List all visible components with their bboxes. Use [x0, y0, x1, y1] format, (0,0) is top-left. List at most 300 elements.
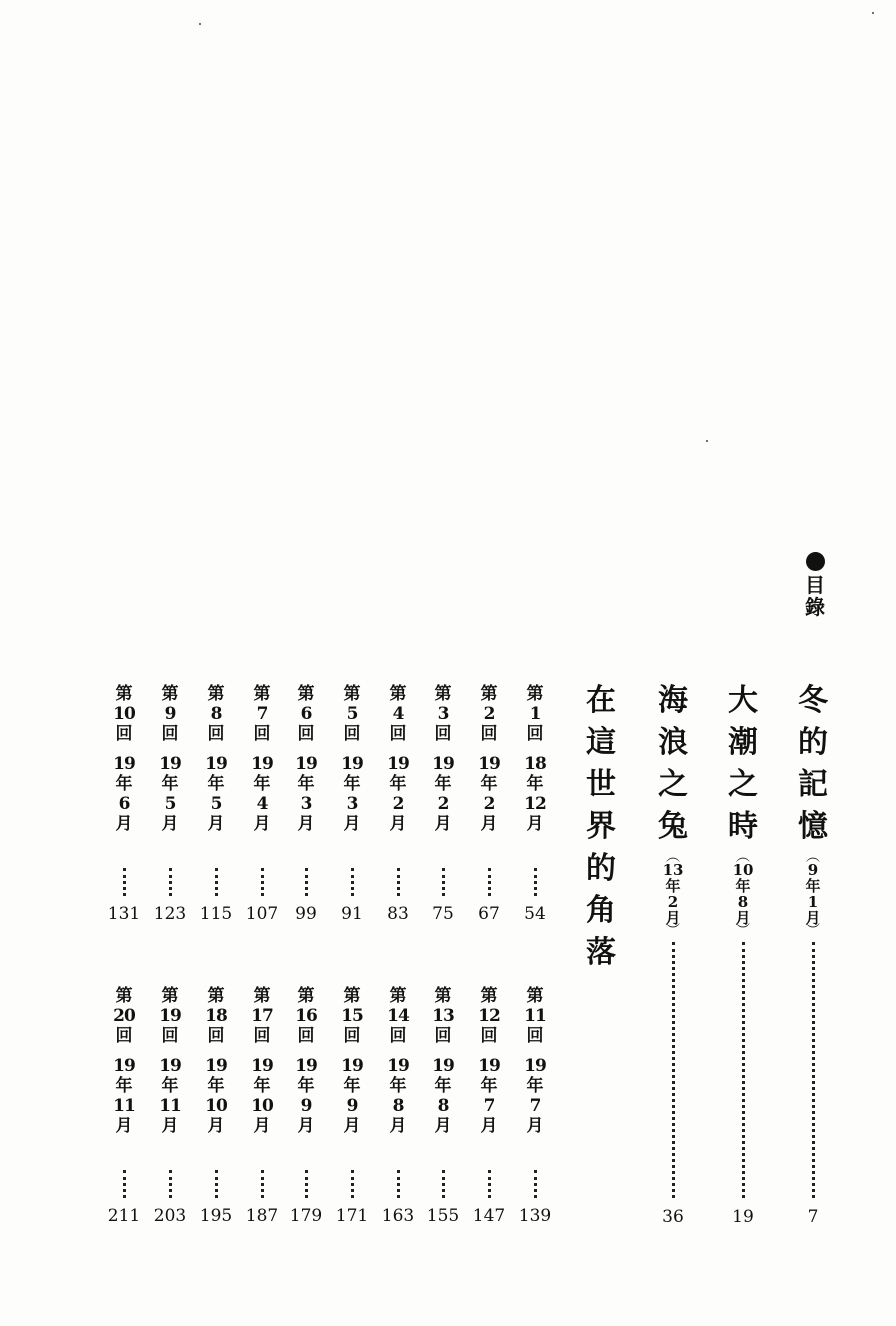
episode-label [282, 684, 330, 744]
episode-number: 8 [210, 704, 222, 724]
date-year: 19 [478, 754, 500, 774]
dot-leader [123, 1170, 126, 1198]
page-number: 115 [199, 904, 233, 924]
date-month: 8 [737, 893, 749, 911]
episode-entry [192, 684, 240, 929]
episode-prefix: 第 [297, 986, 315, 1006]
date-month-char: 月 [161, 814, 179, 834]
episode-date [511, 1056, 559, 1136]
date-month: 9 [300, 1096, 312, 1116]
episode-suffix: 回 [434, 724, 452, 744]
date-year-char: 年 [434, 1076, 452, 1096]
episode-number: 2 [483, 704, 495, 724]
episode-date [282, 1056, 330, 1136]
episode-number: 4 [392, 704, 404, 724]
episode-label [465, 986, 513, 1046]
spacer [328, 744, 376, 754]
episode-date [146, 1056, 194, 1136]
episode-entry [282, 684, 330, 929]
page-number: 67 [478, 904, 500, 924]
date-month-char: 月 [735, 909, 751, 927]
dot-leader [261, 868, 264, 896]
episode-label [374, 684, 422, 744]
bullet-icon [806, 552, 825, 571]
story-title-char: 大 [728, 683, 758, 718]
spacer [146, 1046, 194, 1056]
dot-leader [442, 1170, 445, 1198]
date-year-char: 年 [115, 1076, 133, 1096]
episode-number: 9 [164, 704, 176, 724]
episode-number: 20 [113, 1006, 135, 1026]
date-month: 7 [483, 1096, 495, 1116]
spacer [238, 1046, 286, 1056]
story-title-char: 這 [586, 725, 616, 760]
page-number: 203 [153, 1206, 187, 1226]
story-title-char: 海 [658, 683, 688, 718]
episode-prefix: 第 [207, 684, 225, 704]
page-number: 19 [732, 1207, 754, 1227]
episode-prefix: 第 [480, 684, 498, 704]
dot-leader [742, 942, 745, 1198]
episode-entry [238, 986, 286, 1231]
episode-prefix: 第 [389, 684, 407, 704]
episode-number: 11 [524, 1006, 546, 1026]
story-title [579, 680, 623, 974]
episode-date [282, 754, 330, 834]
story-title-char: 時 [728, 809, 758, 844]
date-year-char: 年 [389, 774, 407, 794]
episode-entry [511, 684, 559, 929]
print-speck [706, 440, 708, 442]
episode-suffix: 回 [526, 1026, 544, 1046]
story-title-char: 在 [586, 683, 616, 718]
paren-close-glyph: ︶ [666, 923, 680, 939]
episode-entry [419, 684, 467, 929]
date-year-char: 年 [207, 1076, 225, 1096]
episode-date [374, 754, 422, 834]
episode-entry [328, 684, 376, 929]
episode-prefix: 第 [115, 986, 133, 1006]
date-year-char: 年 [526, 774, 544, 794]
episode-prefix: 第 [297, 684, 315, 704]
episode-date [374, 1056, 422, 1136]
date-month: 10 [251, 1096, 273, 1116]
episode-label [419, 986, 467, 1046]
date-year-char: 年 [161, 1076, 179, 1096]
episode-label [146, 986, 194, 1046]
date-year: 19 [113, 754, 135, 774]
date-year-char: 年 [480, 1076, 498, 1096]
story-date [651, 849, 695, 939]
date-year: 19 [341, 1056, 363, 1076]
episode-label [100, 986, 148, 1046]
episode-suffix: 回 [297, 724, 315, 744]
story-title-char: 世 [586, 767, 616, 802]
spacer [100, 744, 148, 754]
episode-number: 10 [113, 704, 135, 724]
date-year-char: 年 [297, 774, 315, 794]
date-month-char: 月 [526, 814, 544, 834]
episode-entry [238, 684, 286, 929]
episode-prefix: 第 [161, 684, 179, 704]
date-year-char: 年 [389, 1076, 407, 1096]
date-year: 19 [159, 754, 181, 774]
print-speck [872, 12, 874, 14]
spacer [192, 1046, 240, 1056]
episode-date [419, 1056, 467, 1136]
dot-leader [534, 1170, 537, 1198]
page-number: 187 [245, 1206, 279, 1226]
page-number: 155 [426, 1206, 460, 1226]
story-title-char: 之 [728, 767, 758, 802]
spacer [282, 744, 330, 754]
date-year: 19 [251, 1056, 273, 1076]
date-year: 19 [387, 1056, 409, 1076]
spacer [192, 744, 240, 754]
story-title-char: 憶 [798, 809, 828, 844]
date-month: 2 [667, 893, 679, 911]
story-title-char: 冬 [798, 683, 828, 718]
story-title-char: 記 [798, 767, 828, 802]
date-year-char: 年 [526, 1076, 544, 1096]
story-date [791, 849, 835, 939]
date-year-char: 年 [115, 774, 133, 794]
episode-suffix: 回 [253, 724, 271, 744]
story-title-char: 潮 [728, 725, 758, 760]
date-month-char: 月 [389, 814, 407, 834]
toc-header [799, 552, 831, 618]
page-number: 99 [295, 904, 317, 924]
episode-number: 15 [341, 1006, 363, 1026]
date-month-char: 月 [526, 1116, 544, 1136]
episode-number: 17 [251, 1006, 273, 1026]
page-number: 179 [289, 1206, 323, 1226]
episode-label [328, 684, 376, 744]
episode-entry [146, 684, 194, 929]
page-number: 211 [107, 1206, 141, 1226]
episode-suffix: 回 [389, 724, 407, 744]
episode-label [238, 684, 286, 744]
date-year: 19 [341, 754, 363, 774]
date-year: 19 [387, 754, 409, 774]
episode-entry [192, 986, 240, 1231]
dot-leader [169, 1170, 172, 1198]
story-title [791, 680, 835, 848]
date-month-char: 月 [115, 814, 133, 834]
spacer [419, 744, 467, 754]
episode-entry [374, 684, 422, 929]
episode-entry [100, 684, 148, 929]
date-month: 6 [118, 794, 130, 814]
episode-number: 19 [159, 1006, 181, 1026]
paren-close-glyph: ︶ [736, 923, 750, 939]
date-month: 3 [346, 794, 358, 814]
date-month-char: 月 [207, 814, 225, 834]
episode-prefix: 第 [343, 684, 361, 704]
page-number: 7 [807, 1207, 819, 1227]
dot-leader [672, 942, 675, 1198]
date-month-char: 月 [805, 909, 821, 927]
episode-prefix: 第 [253, 986, 271, 1006]
date-year-char: 年 [343, 774, 361, 794]
episode-prefix: 第 [207, 986, 225, 1006]
episode-number: 7 [256, 704, 268, 724]
date-month: 2 [437, 794, 449, 814]
date-month-char: 月 [480, 814, 498, 834]
date-month: 5 [164, 794, 176, 814]
episode-prefix: 第 [526, 684, 544, 704]
episode-suffix: 回 [207, 724, 225, 744]
dot-leader [215, 868, 218, 896]
spacer [146, 744, 194, 754]
dot-leader [169, 868, 172, 896]
episode-label [282, 986, 330, 1046]
episode-prefix: 第 [480, 986, 498, 1006]
story-title-char: 界 [586, 809, 616, 844]
date-month: 4 [256, 794, 268, 814]
dot-leader [123, 868, 126, 896]
date-year-char: 年 [253, 1076, 271, 1096]
date-year: 9 [807, 861, 819, 879]
date-month-char: 月 [480, 1116, 498, 1136]
date-year: 19 [205, 754, 227, 774]
episode-date [465, 1056, 513, 1136]
story-title-char: 落 [586, 935, 616, 970]
date-month-char: 月 [297, 814, 315, 834]
episode-label [100, 684, 148, 744]
episode-entry [374, 986, 422, 1231]
page-number: 107 [245, 904, 279, 924]
story-entry [651, 680, 695, 1240]
episode-number: 13 [432, 1006, 454, 1026]
dot-leader [305, 868, 308, 896]
episode-number: 1 [529, 704, 541, 724]
date-year: 19 [205, 1056, 227, 1076]
dot-leader [488, 1170, 491, 1198]
date-month: 10 [205, 1096, 227, 1116]
date-month: 12 [524, 794, 546, 814]
story-title [651, 680, 695, 848]
episode-label [511, 684, 559, 744]
date-month-char: 月 [389, 1116, 407, 1136]
episode-label [192, 684, 240, 744]
episode-prefix: 第 [115, 684, 133, 704]
episode-number: 3 [437, 704, 449, 724]
date-month: 3 [300, 794, 312, 814]
date-year: 10 [732, 861, 754, 879]
dot-leader [215, 1170, 218, 1198]
page-number: 195 [199, 1206, 233, 1226]
episode-suffix: 回 [526, 724, 544, 744]
date-year-char: 年 [253, 774, 271, 794]
episode-suffix: 回 [207, 1026, 225, 1046]
date-month: 5 [210, 794, 222, 814]
dot-leader [812, 942, 815, 1198]
episode-entry [465, 684, 513, 929]
episode-suffix: 回 [389, 1026, 407, 1046]
date-year-char: 年 [207, 774, 225, 794]
dot-leader [534, 868, 537, 896]
paren-open-glyph: ︵ [736, 849, 750, 865]
episode-number: 14 [387, 1006, 409, 1026]
date-year-char: 年 [343, 1076, 361, 1096]
date-month: 11 [113, 1096, 135, 1116]
episode-label [511, 986, 559, 1046]
episode-suffix: 回 [480, 1026, 498, 1046]
paren-close-glyph: ︶ [806, 923, 820, 939]
page-number: 54 [524, 904, 546, 924]
dot-leader [488, 868, 491, 896]
spacer [511, 1046, 559, 1056]
episode-date [328, 1056, 376, 1136]
date-year: 19 [478, 1056, 500, 1076]
date-month-char: 月 [434, 1116, 452, 1136]
date-year-char: 年 [161, 774, 179, 794]
episode-suffix: 回 [343, 724, 361, 744]
page-number: 83 [387, 904, 409, 924]
episode-label [465, 684, 513, 744]
date-month: 9 [346, 1096, 358, 1116]
episode-prefix: 第 [161, 986, 179, 1006]
date-year: 19 [524, 1056, 546, 1076]
episode-entry [419, 986, 467, 1231]
story-title-char: 的 [798, 725, 828, 760]
date-year: 13 [662, 861, 684, 879]
date-month-char: 月 [253, 1116, 271, 1136]
date-month-char: 月 [343, 814, 361, 834]
episode-label [419, 684, 467, 744]
episode-date [192, 754, 240, 834]
spacer [511, 744, 559, 754]
episode-number: 5 [346, 704, 358, 724]
page-number: 147 [472, 1206, 506, 1226]
episode-date [238, 754, 286, 834]
date-year-char: 年 [805, 877, 821, 895]
paren-open-glyph: ︵ [666, 849, 680, 865]
episode-suffix: 回 [253, 1026, 271, 1046]
date-month: 11 [159, 1096, 181, 1116]
date-year-char: 年 [735, 877, 751, 895]
paren-open-glyph: ︵ [806, 849, 820, 865]
date-year: 19 [251, 754, 273, 774]
story-title-char: 之 [658, 767, 688, 802]
date-month-char: 月 [343, 1116, 361, 1136]
spacer [465, 1046, 513, 1056]
story-date [721, 849, 765, 939]
episode-date [465, 754, 513, 834]
episode-prefix: 第 [389, 986, 407, 1006]
date-month: 7 [529, 1096, 541, 1116]
date-year-char: 年 [297, 1076, 315, 1096]
story-title-char: 兔 [658, 809, 688, 844]
page-number: 171 [335, 1206, 369, 1226]
spacer [374, 1046, 422, 1056]
dot-leader [397, 1170, 400, 1198]
page-number: 36 [662, 1207, 684, 1227]
toc-title-char: 目 [805, 573, 825, 597]
story-title [721, 680, 765, 848]
episode-prefix: 第 [434, 986, 452, 1006]
print-speck [199, 23, 201, 25]
dot-leader [351, 868, 354, 896]
episode-number: 6 [300, 704, 312, 724]
date-year-char: 年 [434, 774, 452, 794]
episode-number: 16 [295, 1006, 317, 1026]
date-year: 19 [295, 1056, 317, 1076]
episode-suffix: 回 [161, 724, 179, 744]
episode-date [238, 1056, 286, 1136]
episode-suffix: 回 [343, 1026, 361, 1046]
story-title-char: 角 [586, 893, 616, 928]
date-year-char: 年 [665, 877, 681, 895]
episode-prefix: 第 [343, 986, 361, 1006]
episode-entry [465, 986, 513, 1231]
episode-prefix: 第 [253, 684, 271, 704]
toc-title [799, 574, 831, 618]
episode-date [511, 754, 559, 834]
episode-entry [146, 986, 194, 1231]
spacer [374, 744, 422, 754]
spacer [465, 744, 513, 754]
story-entry [721, 680, 765, 1240]
episode-entry [328, 986, 376, 1231]
date-month: 1 [807, 893, 819, 911]
episode-entry [282, 986, 330, 1231]
date-month-char: 月 [115, 1116, 133, 1136]
date-month: 2 [483, 794, 495, 814]
page-number: 131 [107, 904, 141, 924]
episode-number: 18 [205, 1006, 227, 1026]
episode-suffix: 回 [161, 1026, 179, 1046]
episode-suffix: 回 [434, 1026, 452, 1046]
date-month: 2 [392, 794, 404, 814]
date-month-char: 月 [665, 909, 681, 927]
spacer [328, 1046, 376, 1056]
date-year: 19 [295, 754, 317, 774]
story-entry [579, 680, 623, 1240]
spacer [419, 1046, 467, 1056]
episode-entry [511, 986, 559, 1231]
episode-suffix: 回 [297, 1026, 315, 1046]
dot-leader [442, 868, 445, 896]
date-year: 19 [113, 1056, 135, 1076]
story-title-char: 的 [586, 851, 616, 886]
story-title-char: 浪 [658, 725, 688, 760]
dot-leader [305, 1170, 308, 1198]
date-year: 19 [432, 754, 454, 774]
episode-suffix: 回 [115, 724, 133, 744]
episode-label [328, 986, 376, 1046]
date-month-char: 月 [207, 1116, 225, 1136]
episode-prefix: 第 [526, 986, 544, 1006]
episode-label [238, 986, 286, 1046]
date-year-char: 年 [480, 774, 498, 794]
date-year: 19 [159, 1056, 181, 1076]
date-month-char: 月 [161, 1116, 179, 1136]
page-number: 163 [381, 1206, 415, 1226]
episode-label [374, 986, 422, 1046]
episode-date [100, 754, 148, 834]
episode-entry [100, 986, 148, 1231]
episode-date [419, 754, 467, 834]
episode-label [146, 684, 194, 744]
page-number: 91 [341, 904, 363, 924]
episode-date [100, 1056, 148, 1136]
date-year: 19 [432, 1056, 454, 1076]
episode-number: 12 [478, 1006, 500, 1026]
episode-suffix: 回 [115, 1026, 133, 1046]
spacer [282, 1046, 330, 1056]
